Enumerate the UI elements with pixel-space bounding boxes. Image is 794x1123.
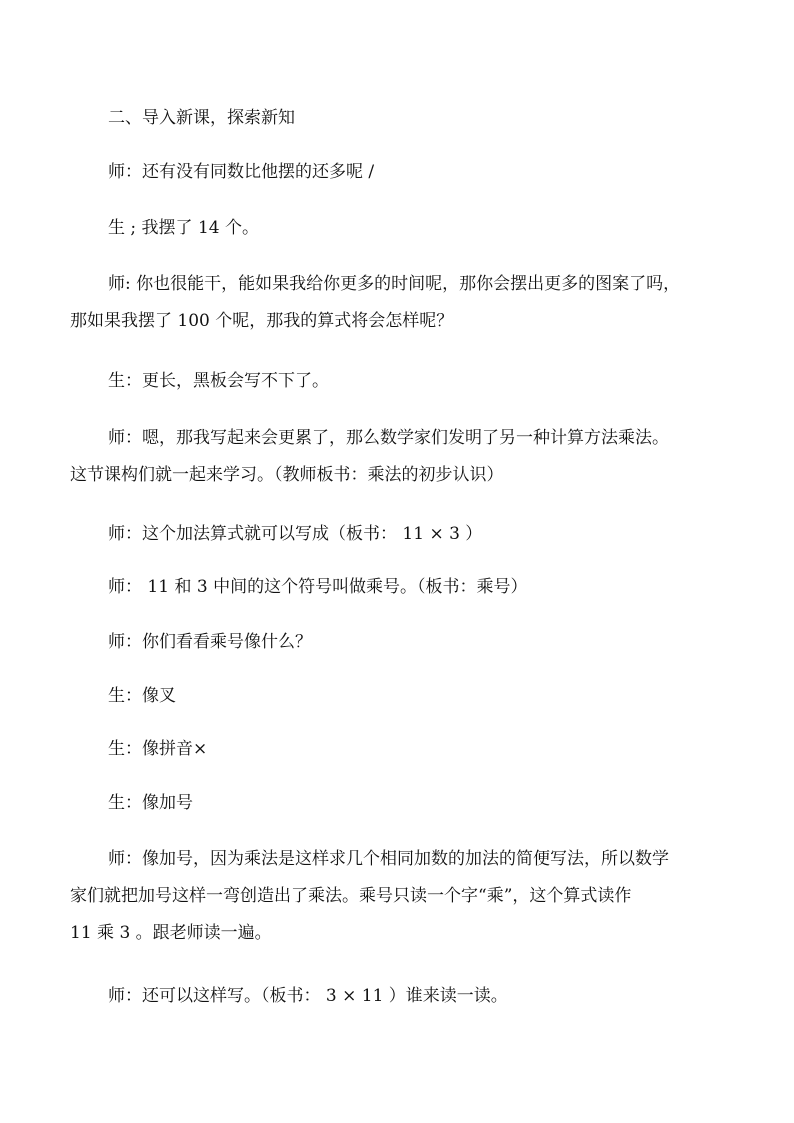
- text-line: 二、导入新课，探索新知: [108, 108, 295, 128]
- text-line: 师：像加号，因为乘法是这样求几个相同加数的加法的简便写法，所以数学: [108, 849, 669, 869]
- dialogue-paragraph: [108, 522, 718, 546]
- text-line: 师：还可以这样写。（板书： 3 × 11 ）谁来读一读。: [108, 986, 508, 1006]
- text-line: 师：嗯，那我写起来会更累了，那么数学家们发明了另一种计算方法乘法。: [108, 428, 669, 448]
- dialogue-paragraph: [108, 216, 718, 240]
- text-line: 生：像加号: [108, 793, 193, 813]
- text-line: 那如果我摆了 100 个呢，那我的算式将会怎样呢？: [70, 311, 454, 331]
- dialogue-paragraph: [108, 984, 718, 1008]
- text-line: 师： 11 和 3 中间的这个符号叫做乘号。（板书：乘号）: [108, 577, 528, 597]
- dialogue-paragraph: [108, 369, 718, 393]
- dialogue-paragraph: [108, 684, 718, 708]
- dialogue-paragraph: [70, 841, 688, 952]
- text-line: 师：你们看看乘号像什么？: [108, 632, 312, 652]
- text-line: 师：这个加法算式就可以写成（板书： 11 × 3 ）: [108, 524, 483, 544]
- text-line: 家们就把加号这样一弯创造出了乘法。乘号只读一个字“乘”，这个算式读作: [70, 886, 632, 906]
- text-line: 师: 你也很能干，能如果我给你更多的时间呢，那你会摆出更多的图案了吗，: [108, 274, 681, 294]
- section-heading: [108, 106, 718, 130]
- dialogue-paragraph: [108, 160, 718, 184]
- text-line: 生 ; 我摆了 14 个。: [108, 218, 259, 238]
- text-line: 这节课构们就一起来学习。（教师板书：乘法的初步认识）: [70, 465, 504, 485]
- dialogue-paragraph: [70, 420, 688, 494]
- text-line: 生：像拼音×: [108, 739, 208, 759]
- text-line: 生：更长，黑板会写不下了。: [108, 371, 329, 391]
- text-line: 师：还有没有同数比他摆的还多呢 /: [108, 162, 375, 182]
- text-line: 生：像叉: [108, 686, 176, 706]
- dialogue-paragraph: [108, 791, 718, 815]
- dialogue-paragraph: [108, 575, 718, 599]
- text-line: 11 乘 3 。跟老师读一遍。: [70, 923, 272, 943]
- dialogue-paragraph: [108, 737, 718, 761]
- dialogue-paragraph: [70, 266, 688, 340]
- dialogue-paragraph: [108, 630, 718, 654]
